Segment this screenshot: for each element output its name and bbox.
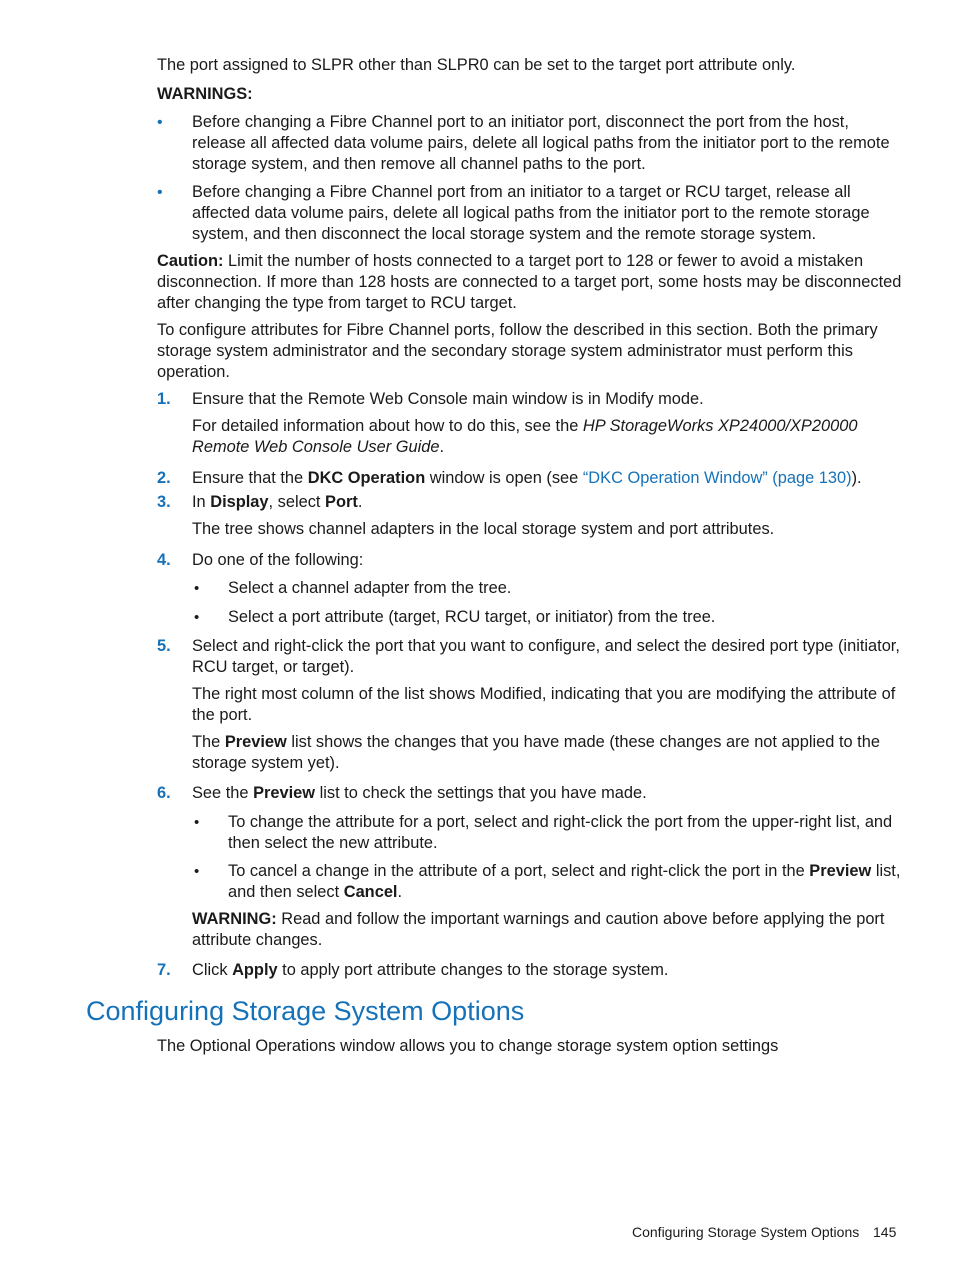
step-4-bullet-2: • [194,609,200,626]
step-1-note-post: . [439,438,445,456]
step-2-text [192,468,904,489]
footer-title: Configuring Storage System Options [632,1224,860,1240]
section-heading: Configuring Storage System Options [86,996,525,1026]
step-2-post: ). [851,469,862,487]
step-6-item-1: To change the attribute for a port, select and right-click the port from the upper-right list, and then select the new attribute. [228,813,893,852]
user-guide-reference: HP StorageWorks XP24000/XP20000 Remote Web Console User Guide [192,417,858,456]
step-6-text [192,783,904,804]
port-term: Port [325,493,358,511]
warning-text: Read and follow the important warnings and caution above before applying the port attribute changes. [192,910,885,949]
step-3-number: 3. [157,493,171,511]
preview-term: Preview [809,862,872,880]
apply-term: Apply [232,961,278,979]
step-3-text [192,492,904,513]
step-6-item-2 [228,861,904,903]
caution-paragraph [157,251,902,314]
step-6-warning [192,909,904,951]
step-6-number: 6. [157,784,171,802]
cancel-term: Cancel [343,883,398,901]
step-5-note-2-post: list shows the changes that you have made (these changes are not applied to the storage system yet). [192,733,880,772]
step-1-note-pre: For detailed information about how to do this, see the [192,417,583,435]
warning-label: WARNING: [192,910,277,928]
warning-bullet-1: • [157,114,163,131]
warning-item-1: Before changing a Fibre Channel port to an initiator port, disconnect the port from the host, release all affected data volume pairs, delete all logical paths from the initiator port to the remote storage system, and then remove all channel paths to the port. [192,113,890,173]
step-6-post: list to check the settings that you have made. [315,784,647,802]
step-2-mid: window is open (see [425,469,583,487]
caution-text: Limit the number of hosts connected to a target port to 128 or fewer to avoid a mistaken disconnection. If more than 128 hosts are connected to a target port, some hosts may be disconnected after changing the type from target to RCU target. [157,252,902,312]
step-7-text [192,960,904,981]
warnings-heading: WARNINGS: [157,85,253,103]
configure-intro: To configure attributes for Fibre Channel ports, follow the described in this section. Both the primary storage system administrator and the secondary storage system administrator must perform this operation. [157,321,878,381]
step-3-post: . [357,493,363,511]
step-6-item-2-pre: To cancel a change in the attribute of a port, select and right-click the port in the [228,862,810,880]
preview-term: Preview [224,733,287,751]
step-6-item-2-mid: list, and then select [228,862,901,901]
step-1-number: 1. [157,390,171,408]
step-5-note-2 [192,732,904,774]
display-term: Display [210,493,269,511]
step-6-pre: See the [192,784,254,802]
step-4-bullet-1: • [194,580,200,597]
step-1-note [192,416,904,458]
step-3-mid: , select [268,493,326,511]
section-intro: The Optional Operations window allows you to change storage system option settings [157,1037,779,1055]
step-2-pre: Ensure that the [192,469,308,487]
warning-item-2: Before changing a Fibre Channel port from an initiator to a target or RCU target, release all affected data volume pairs, delete all logical paths from the initiator port to the remote storage system, and then disconnect the local storage system and the remote storage system. [192,183,870,243]
preview-term: Preview [253,784,316,802]
step-5-note-1: The right most column of the list shows Modified, indicating that you are modifying the attribute of the port. [192,685,896,724]
step-4-number: 4. [157,551,171,569]
step-1-text: Ensure that the Remote Web Console main window is in Modify mode. [192,390,704,408]
step-5-note-2-pre: The [192,733,225,751]
step-4-text: Do one of the following: [192,551,364,569]
step-7-number: 7. [157,961,171,979]
step-4-item-2: Select a port attribute (target, RCU target, or initiator) from the tree. [228,608,716,626]
page-number: 145 [873,1224,897,1240]
step-4-item-1: Select a channel adapter from the tree. [228,579,512,597]
step-6-item-2-post: . [397,883,403,901]
step-7-pre: Click [192,961,233,979]
step-2-number: 2. [157,469,171,487]
warning-bullet-2: • [157,184,163,201]
intro-paragraph: The port assigned to SLPR other than SLPR0 can be set to the target port attribute only. [157,56,796,74]
caution-label: Caution: [157,252,224,270]
step-5-text: Select and right-click the port that you want to configure, and select the desired port type (initiator, RCU target, or target). [192,637,900,676]
step-3-pre: In [192,493,211,511]
dkc-operation-window-link[interactable]: “DKC Operation Window” (page 130) [582,469,852,487]
step-6-bullet-2: • [194,863,200,880]
step-6-bullet-1: • [194,814,200,831]
dkc-operation-term: DKC Operation [307,469,426,487]
step-5-number: 5. [157,637,171,655]
step-7-post: to apply port attribute changes to the storage system. [277,961,669,979]
step-3-note: The tree shows channel adapters in the local storage system and port attributes. [192,520,775,538]
